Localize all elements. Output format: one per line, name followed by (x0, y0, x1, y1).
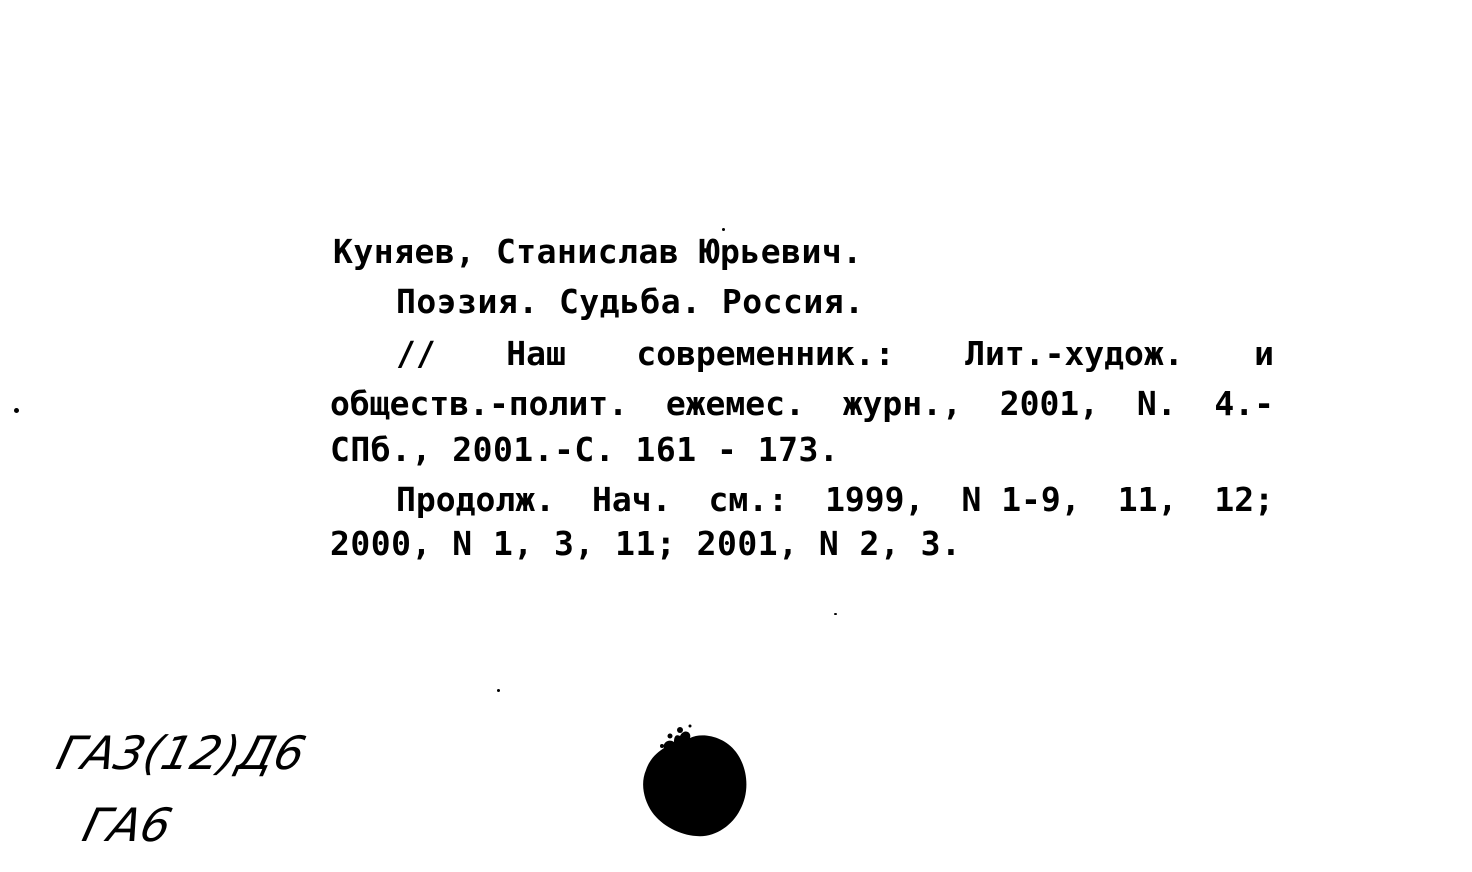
source-word: обществ.-полит. (330, 384, 629, 423)
scan-speck (834, 613, 837, 615)
note-word: Продолж. (396, 480, 555, 519)
source-word: ежемес. (665, 384, 805, 423)
note-word: 12; (1214, 480, 1274, 519)
source-word: Наш (506, 334, 566, 373)
scan-speck (722, 228, 725, 231)
note-line-1 (396, 480, 1274, 520)
note-word: 11, (1117, 480, 1178, 519)
source-word: 4.- (1214, 384, 1274, 423)
note-word: см.: (708, 480, 789, 519)
note-word: 1999, (825, 480, 925, 519)
source-word: N. (1136, 384, 1177, 423)
source-line-3: СПб., 2001.-С. 161 - 173. (330, 430, 840, 469)
note-line-2: 2000, N 1, 3, 11; 2001, N 2, 3. (330, 524, 962, 563)
note-word: Нач. (592, 480, 672, 519)
source-line-2 (330, 384, 1274, 424)
source-word: 2001, (999, 384, 1100, 423)
author-heading: Куняев, Станислав Юрьевич. (333, 232, 863, 271)
ink-blot-icon (640, 722, 752, 840)
source-word: // (396, 334, 436, 373)
source-word: журн., (842, 384, 962, 423)
scan-speck (14, 408, 19, 413)
source-word: и (1254, 334, 1274, 373)
source-word: Лит.-худож. (965, 334, 1184, 373)
source-word: современник.: (636, 334, 895, 373)
handwritten-shelfmark-2: ГА6 (77, 798, 178, 852)
scan-speck (497, 689, 500, 692)
work-title: Поэзия. Судьба. Россия. (396, 282, 865, 321)
note-word: N 1-9, (961, 480, 1081, 519)
handwritten-shelfmark-1: ГА3(12)Д6 (51, 726, 311, 780)
source-line-1 (396, 334, 1274, 374)
